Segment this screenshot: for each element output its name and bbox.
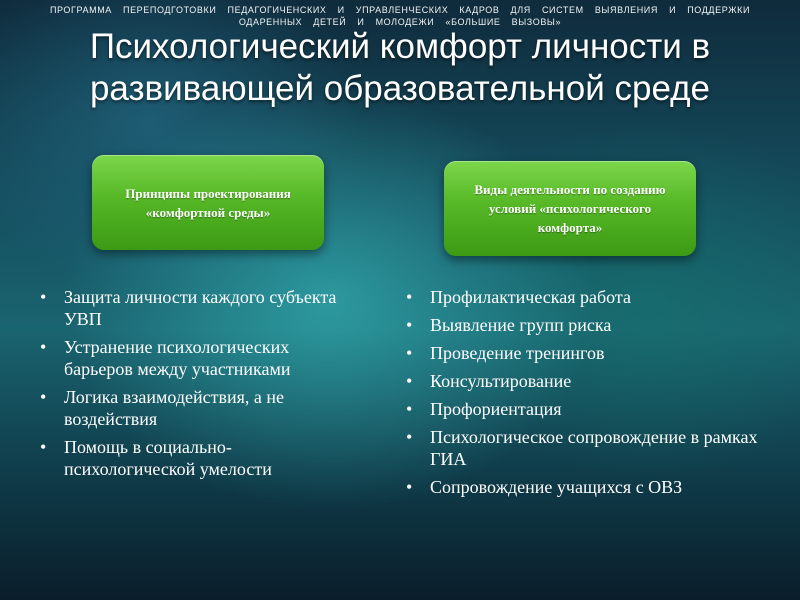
list-item: • Логика взаимодействия, а не воздействия (32, 386, 362, 430)
activities-box-label: Виды деятельности по созданию условий «психологического комфорта» (474, 182, 666, 235)
list-item: • Проведение тренингов (398, 342, 778, 364)
list-item: • Выявление групп риска (398, 314, 778, 336)
program-header: ПРОГРАММА ПЕРЕПОДГОТОВКИ ПЕДАГОГИЧЕНСКИХ И УПРАВЛЕНЧЕСКИХ КАДРОВ ДЛЯ СИСТЕМ ВЫЯВЛЕНИЯ И ПОДДЕРЖКИ ОДАРЕННЫХ ДЕТЕЙ И МОЛОДЕЖИ «БОЛЬШИЕ ВЫЗОВЫ» (49, 5, 751, 27)
principles-list (32, 286, 362, 486)
list-item: • Устранение психологических барьеров между участниками (32, 336, 362, 380)
list-item: • Сопровождение учащихся с ОВЗ (398, 476, 778, 498)
list-item: • Защита личности каждого субъекта УВП (32, 286, 362, 330)
list-item: • Профилактическая работа (398, 286, 778, 308)
list-item: • Помощь в социально-психологической умелости (32, 436, 362, 480)
activities-box (444, 161, 696, 256)
principles-box-label: Принципы проектирования «комфортной среды» (125, 185, 291, 220)
slide-title-line-1: Психологический комфорт личности в (89, 27, 711, 66)
list-item: • Консультирование (398, 370, 778, 392)
slide-title-line-2: развивающей образовательной среде (89, 69, 711, 108)
list-item: • Профориентация (398, 398, 778, 420)
slide-title (20, 26, 780, 110)
list-item: • Психологическое сопровождение в рамках ГИА (398, 426, 778, 470)
activities-list (398, 286, 778, 504)
principles-box (92, 155, 324, 250)
